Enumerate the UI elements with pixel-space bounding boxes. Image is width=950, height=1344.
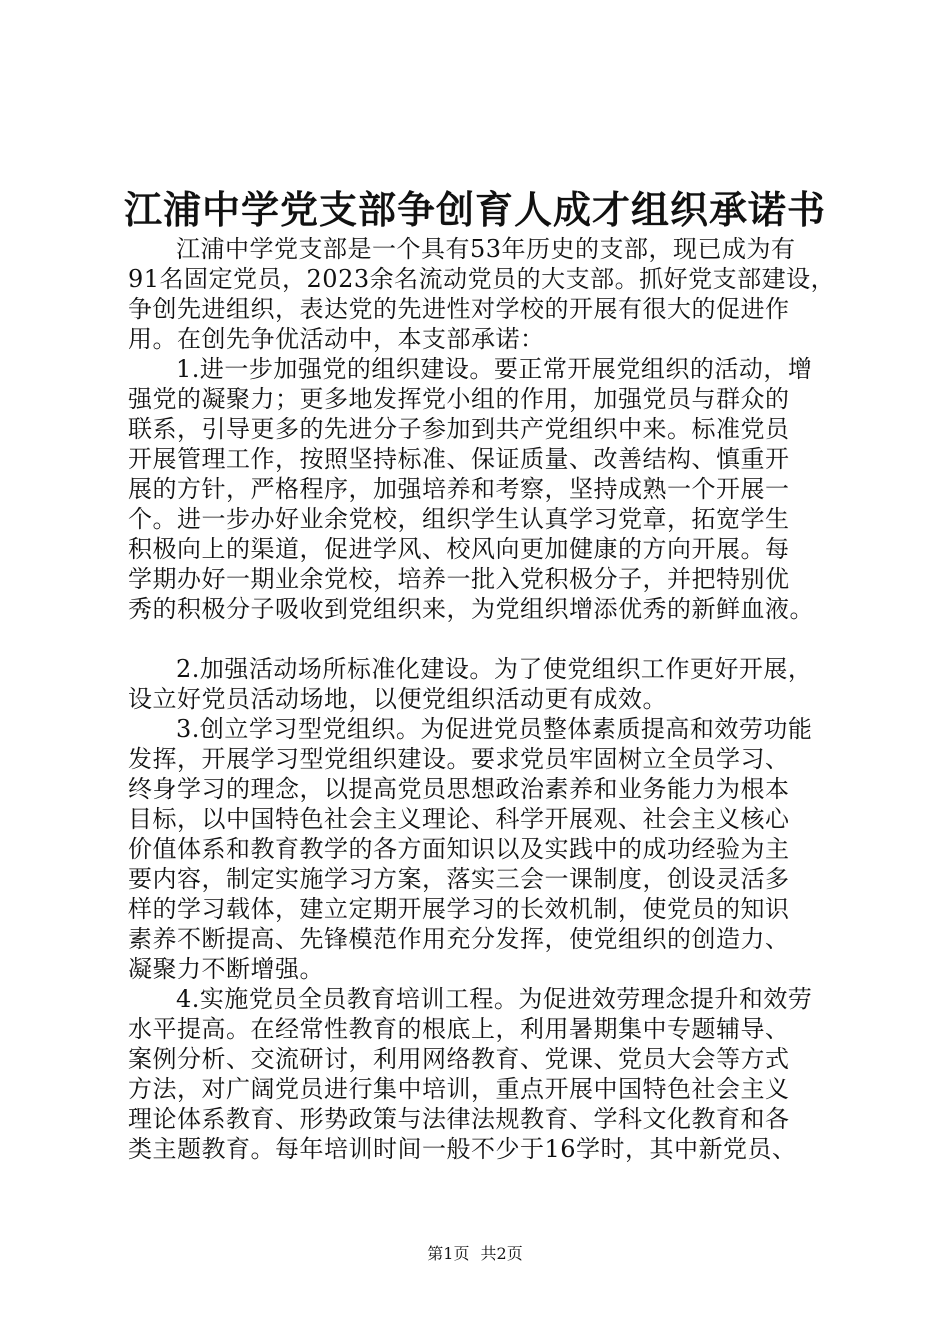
paragraph-line: 开展管理工作，按照坚持标准、保证质量、改善结构、慎重开 [128,445,790,473]
paragraph-line: 学期办好一期业余党校，培养一批入党积极分子，并把特别优 [128,565,790,593]
paragraph-line: 1.进一步加强党的组织建设。要正常开展党组织的活动，增 [176,355,813,383]
paragraph-line: 江浦中学党支部是一个具有53年历史的支部，现已成为有 [176,235,796,263]
paragraph-line: 联系，引导更多的先进分子参加到共产党组织中来。标准党员 [128,415,790,443]
paragraph-line: 3.创立学习型党组织。为促进党员整体素质提高和效劳功能 [176,715,813,743]
paragraph-line: 方法，对广阔党员进行集中培训，重点开展中国特色社会主义 [128,1075,790,1103]
paragraph-line: 终身学习的理念，以提高党员思想政治素养和业务能力为根本 [128,775,790,803]
paragraph-line: 强党的凝聚力；更多地发挥党小组的作用，加强党员与群众的 [128,385,790,413]
paragraph-line: 2.加强活动场所标准化建设。为了使党组织工作更好开展， [176,655,813,683]
paragraph-line: 争创先进组织，表达党的先进性对学校的开展有很大的促进作 [128,295,790,323]
paragraph-line: 理论体系教育、形势政策与法律法规教育、学科文化教育和各 [128,1105,790,1133]
paragraph-line: 设立好党员活动场地，以便党组织活动更有成效。 [128,685,667,713]
paragraph-line: 个。进一步办好业余党校，组织学生认真学习党章，拓宽学生 [128,505,790,533]
paragraph-line: 案例分析、交流研讨，利用网络教育、党课、党员大会等方式 [128,1045,790,1073]
page-total: 共2页 [480,1244,523,1263]
paragraph-line: 发挥，开展学习型党组织建设。要求党员牢固树立全员学习、 [128,745,790,773]
paragraph-line: 样的学习载体，建立定期开展学习的长效机制，使党员的知识 [128,895,790,923]
paragraph-line: 素养不断提高、先锋模范作用充分发挥，使党组织的创造力、 [128,925,790,953]
paragraph-line: 秀的积极分子吸收到党组织来，为党组织增添优秀的新鲜血液。 [128,595,814,623]
paragraph-line: 水平提高。在经常性教育的根底上，利用暑期集中专题辅导、 [128,1015,790,1043]
page-footer [0,1242,950,1266]
paragraph-line: 展的方针，严格程序，加强培养和考察，坚持成熟一个开展一 [128,475,790,503]
paragraph-line: 91名固定党员，2023余名流动党员的大支部。抓好党支部建设， [128,265,836,293]
paragraph-line: 目标，以中国特色社会主义理论、科学开展观、社会主义核心 [128,805,790,833]
paragraph-line: 要内容，制定实施学习方案，落实三会一课制度，创设灵活多 [128,865,790,893]
paragraph-line: 凝聚力不断增强。 [128,955,324,983]
paragraph-line: 积极向上的渠道，促进学风、校风向更加健康的方向开展。每 [128,535,790,563]
paragraph-line: 类主题教育。每年培训时间一般不少于16学时，其中新党员、 [128,1135,797,1163]
paragraph-line: 价值体系和教育教学的各方面知识以及实践中的成功经验为主 [128,835,790,863]
page-number: 第1页 [427,1244,470,1263]
paragraph-line: 4.实施党员全员教育培训工程。为促进效劳理念提升和效劳 [176,985,813,1013]
document-title: 江浦中学党支部争创育人成才组织承诺书 [123,187,826,232]
paragraph-line: 用。在创先争优活动中，本支部承诺： [128,325,545,353]
document-body [128,234,838,1164]
